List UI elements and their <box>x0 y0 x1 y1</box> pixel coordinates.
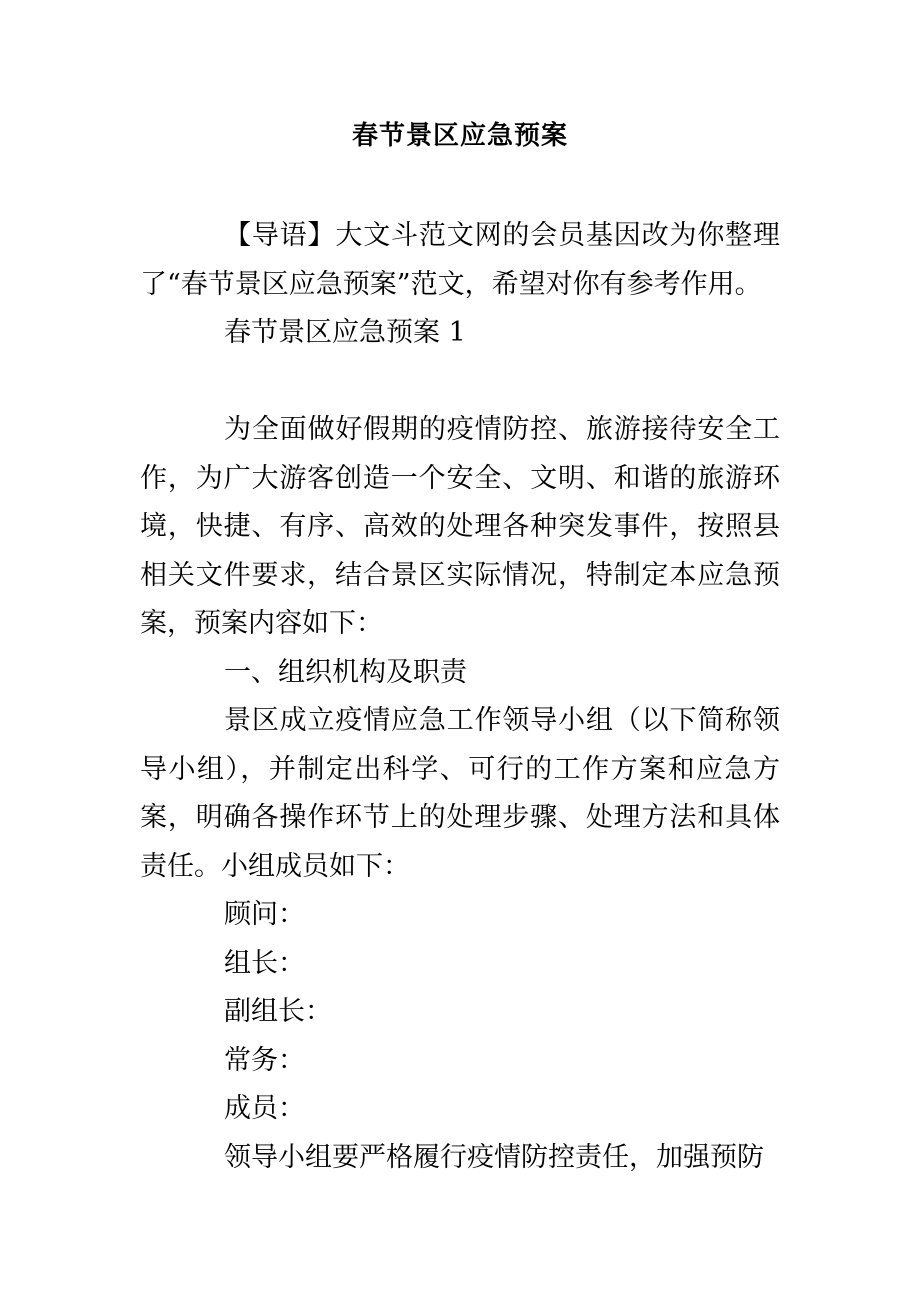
member-line-advisor: 顾问： <box>224 899 305 930</box>
member-line-members: 成员： <box>224 1093 305 1124</box>
body-paragraph: 景区成立疫情应急工作领导小组（以下简称领导小组），并制定出科学、可行的工作方案和应急方案，明确各操作环节上的处理步骤、处理方法和具体责任。小组成员如下： <box>140 705 780 882</box>
document-title: 春节景区应急预案 <box>351 121 568 151</box>
section-heading: 春节景区应急预案 1 <box>224 317 466 348</box>
document-body <box>140 212 780 1182</box>
subsection-heading: 一、组织机构及职责 <box>224 656 467 688</box>
body-paragraph: 为全面做好假期的疫情防控、旅游接待安全工作，为广大游客创造一个安全、文明、和谐的旅游环境，快捷、有序、高效的处理各种突发事件，按照县相关文件要求，结合景区实际情况，特制定本应急预案，预案内容如下： <box>140 414 780 639</box>
member-line-executive: 常务： <box>224 1044 305 1076</box>
member-line-deputy: 副组长： <box>224 996 332 1027</box>
body-paragraph: 领导小组要严格履行疫情防控责任，加强预防 <box>224 1141 764 1173</box>
intro-paragraph: 【导语】大文斗范文网的会员基因改为你整理了“春节景区应急预案”范文，希望对你有参考作用。 <box>140 220 780 300</box>
member-line-leader: 组长： <box>224 947 305 979</box>
